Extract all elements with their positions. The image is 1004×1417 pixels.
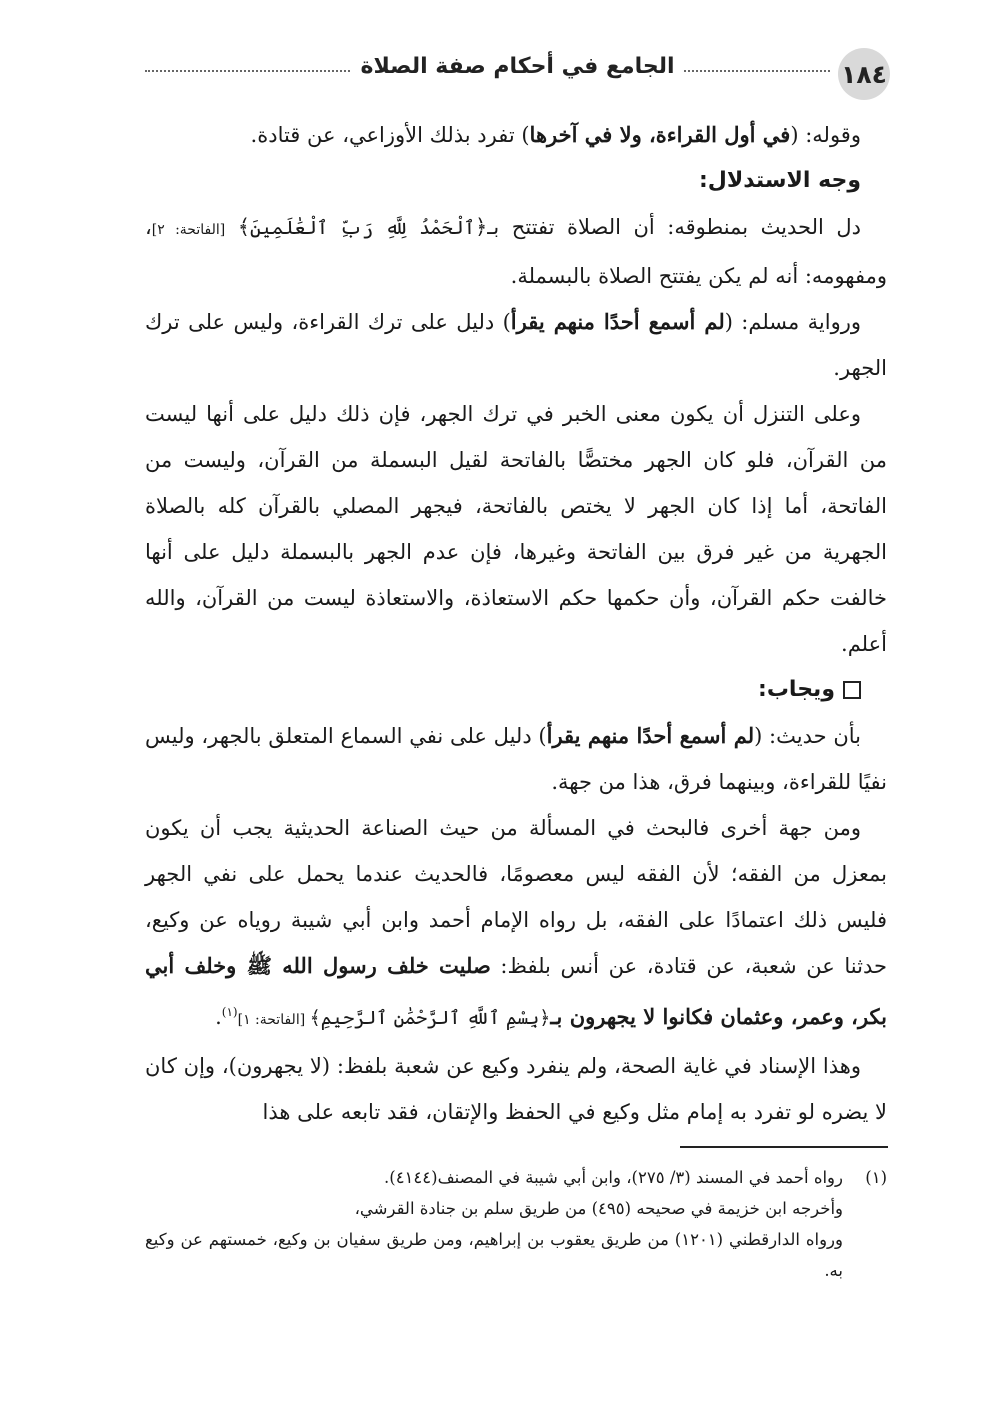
body-text [145,112,887,1135]
paragraph-6 [145,805,887,1043]
footnote-1-line-3: ورواه الدارقطني (١٢٠١) من طريق يعقوب بن إبراهيم، ومن طريق سفيان بن وكيع، خمستهم عن وكيع به. [145,1230,843,1280]
checkbox-square-icon [843,681,861,699]
p3-text-b: ) دليل على ترك القراءة، وليس على ترك الجهر. [145,310,887,380]
footnote-1-line-2: وأخرجه ابن خزيمة في صحيحه (٤٩٥) من طريق سلم بن جنادة القرشي، [354,1199,843,1218]
p1-text-b: ) تفرد بذلك الأوزاعي، عن قتادة. [250,123,530,147]
p6-basmala: ﴿بِسْمِ ٱللَّهِ ٱلرَّحْمَٰنِ ٱلرَّحِيمِ﴾ [309,1007,551,1029]
heading-yujab [145,667,887,713]
footnotes [145,1162,887,1286]
paragraph-5 [145,713,887,805]
p6-hadith-quote: صليت خلف رسول الله ﷺ وخلف أبي بكر، وعمر، وعثمان فكانوا لا يجهرون بـ [145,953,887,1029]
p6-text-a: ومن جهة أخرى فالبحث في المسألة من حيث الصناعة الحديثية يجب أن يكون بمعزل من الفقه؛ لأن الفقه ليس معصومًا، فالحديث عندما يحمل على نفي الجهر فليس ذلك اعتمادًا على الفقه، بل رواه الإمام أحمد وابن أبي شيبة روياه عن وكيع، حدثنا عن شعبة، عن قتادة، عن أنس بلفظ: [145,816,887,978]
p6-verse-ref: [الفاتحة: ١] [237,1012,310,1028]
paragraph-7: وهذا الإسناد في غاية الصحة، ولم ينفرد وكيع عن شعبة بلفظ: (لا يجهرون)، وإن كان لا يضره لو تفرد به إمام مثل وكيع في الحفظ والإتقان، فقد تابعه على هذا [145,1054,887,1124]
p5-quote: لم أسمع أحدًا منهم يقرأ [546,723,755,748]
paragraph-1 [145,112,887,158]
footnote-1-line-1 [145,1162,887,1193]
footnote-marker-1[interactable]: (١) [221,1005,238,1019]
running-title-wrap [145,54,890,79]
page-number: ١٨٤ [838,48,890,100]
p3-quote: لم أسمع أحدًا منهم يقرأ [510,309,725,334]
paragraph-3 [145,299,887,391]
p2-text-a: دل الحديث بمنطوقه: أن الصلاة تفتتح بـ﴿ [474,215,861,239]
page-header [145,44,890,100]
p2-text-b: ﴾ [225,215,251,239]
paragraph-2 [145,204,887,299]
footnote-1-number: (١) [865,1168,887,1187]
heading-yujab-label: ويجاب: [758,677,835,702]
p2-text-c: ، ومفهومه: أنه لم يكن يفتتح الصلاة بالبسملة. [145,215,887,288]
p5-text-a: بأن حديث: ( [754,724,861,748]
p2-verse-ref: [الفاتحة: ٢] [151,222,226,238]
p2-quran-verse: ٱلْحَمْدُ لِلَّهِ رَبِّ ٱلْعَٰلَمِينَ [250,217,475,239]
p6-end: . [215,1005,222,1029]
p5-text-b: ) دليل على نفي السماع المتعلق بالجهر، وليس نفيًا للقراءة، وبينهما فرق، هذا من جهة. [145,724,887,794]
footnote-1-text-1: رواه أحمد في المسند (٣/ ٢٧٥)، وابن أبي شيبة في المصنف(٤١٤٤). [384,1168,843,1187]
p1-quote: في أول القراءة، ولا في آخرها [529,122,791,147]
p3-text-a: ورواية مسلم: ( [724,310,862,334]
footnote-separator [680,1146,888,1148]
heading-istidlal: وجه الاستدلال: [698,168,861,193]
p1-text-a: وقوله: ( [790,123,861,147]
running-title: الجامع في أحكام صفة الصلاة [352,54,682,79]
paragraph-4: وعلى التنزل أن يكون معنى الخبر في ترك الجهر، فإن ذلك دليل على أنها ليست من القرآن، فلو كان الجهر مختصًّا بالفاتحة لقيل البسملة من القرآن، وليست من الفاتحة، أما إذا كان الجهر لا يختص بالفاتحة، فيجهر المصلي بالقرآن كله بالصلاة الجهرية من غير فرق بين الفاتحة وغيرها، فإن عدم الجهر بالبسملة دليل على أنها خالفت حكم القرآن، وأن حكمها حكم الاستعاذة، والاستعاذة ليست من القرآن، والله أعلم. [145,402,887,656]
